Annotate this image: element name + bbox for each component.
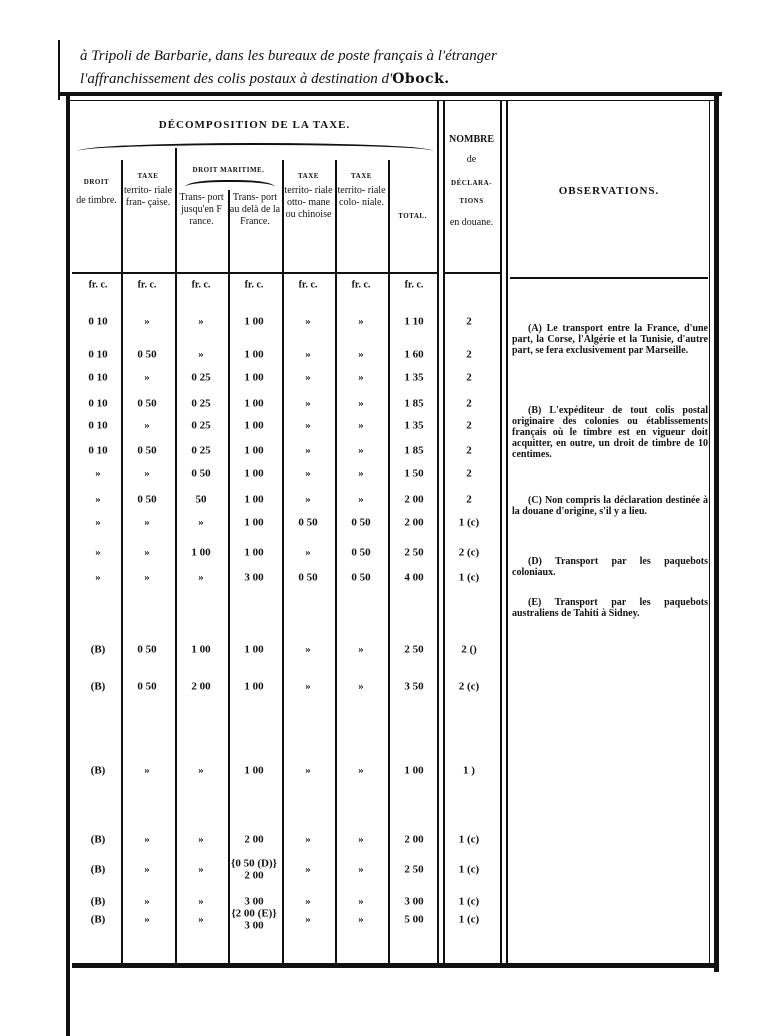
table-cell: » — [95, 571, 101, 584]
nombre-top: NOMBRE — [449, 134, 494, 145]
table-cell: (B) — [90, 863, 106, 876]
table-cell: 0 25 — [191, 371, 211, 384]
table-cell: 5 00 — [404, 913, 424, 926]
column-header-top: TAXE — [137, 172, 159, 180]
observation-note: (A) Le transport entre la France, d'une part, la Corse, l'Algérie et la Tunisie, d'autre part, se fera exclusivement par Marseille. — [512, 323, 708, 356]
table-cell: 1 00 — [191, 643, 211, 656]
observation-note: (C) Non compris la déclaration destinée à la douane d'origine, s'il y a lieu. — [512, 495, 708, 517]
table-cell: » — [198, 315, 204, 328]
table-cell: 2 50 — [404, 643, 424, 656]
table-cell: » — [305, 371, 311, 384]
table-cell: 2 — [466, 419, 472, 432]
column-header — [228, 192, 282, 228]
observation-note: (E) Transport par les paquebots australiens de Tahiti à Sidney. — [512, 597, 708, 619]
table-cell: 2 00 — [191, 680, 211, 693]
table-cell: » — [305, 467, 311, 480]
column-header — [388, 210, 437, 222]
right-border — [714, 92, 719, 972]
table-cell: (B) — [90, 913, 106, 926]
table-cell: 1 00 — [244, 371, 264, 384]
table-cell: 0 25 — [191, 419, 211, 432]
header-rule — [72, 272, 437, 274]
table-cell: » — [198, 764, 204, 777]
table-cell: » — [358, 895, 364, 908]
table-cell: 1 (c) — [458, 895, 480, 908]
column-header-top: TAXE — [351, 172, 372, 180]
table-cell: 1 (c) — [458, 833, 480, 846]
table-cell-second-line: 2 00 — [244, 869, 264, 882]
table-cell: 2 — [466, 397, 472, 410]
table-cell: 0 25 — [191, 397, 211, 410]
table-cell: 2 00 — [404, 833, 424, 846]
table-cell: 1 10 — [404, 315, 424, 328]
table-cell: (B) — [90, 764, 106, 777]
table-cell: 2 (c) — [458, 546, 480, 559]
table-cell: » — [144, 571, 150, 584]
column-header — [175, 192, 228, 228]
table-cell: 0 50 — [298, 571, 318, 584]
table-cell: 1 00 — [244, 315, 264, 328]
table-cell: 1 35 — [404, 419, 424, 432]
table-cell: » — [144, 315, 150, 328]
table-cell: 3 00 — [244, 895, 264, 908]
table-cell: 1 (c) — [458, 516, 480, 529]
table-cell: 1 00 — [244, 643, 264, 656]
table-cell: {2 00 (E)} — [231, 907, 277, 920]
table-cell: » — [305, 680, 311, 693]
table-cell: 0 25 — [191, 444, 211, 457]
table-cell: {0 50 (D)} — [231, 857, 277, 870]
table-cell: 0 50 — [137, 348, 157, 361]
column-header-text: territo- riale otto- mane ou chinoise — [284, 185, 333, 220]
table-cell: » — [198, 348, 204, 361]
column-header — [121, 170, 175, 209]
table-cell: » — [144, 764, 150, 777]
table-cell: » — [305, 419, 311, 432]
unit-label: fr. c. — [351, 279, 371, 291]
table-cell: 2 50 — [404, 863, 424, 876]
table-cell: 0 50 — [137, 444, 157, 457]
column-header-text: territo- riale fran- çaise. — [123, 185, 173, 208]
unit-label: fr. c. — [88, 279, 108, 291]
table-cell: 1 (c) — [458, 571, 480, 584]
caption-text: l'affranchissement des colis postaux à destination d' — [80, 71, 393, 87]
table-cell: » — [305, 397, 311, 410]
table-cell: » — [305, 348, 311, 361]
table-cell: » — [95, 493, 101, 506]
header-rule-nombre — [443, 272, 500, 274]
table-cell: (B) — [90, 643, 106, 656]
table-cell: 1 00 — [244, 444, 264, 457]
table-cell: » — [358, 444, 364, 457]
table-cell: » — [358, 419, 364, 432]
table-cell: 0 50 — [351, 571, 371, 584]
table-cell: 1 85 — [404, 397, 424, 410]
table-cell: 2 00 — [404, 493, 424, 506]
table-cell: » — [95, 546, 101, 559]
table-cell: (B) — [90, 895, 106, 908]
table-cell: 1 60 — [404, 348, 424, 361]
table-cell: 1 00 — [191, 546, 211, 559]
decomposition-heading: DÉCOMPOSITION DE LA TAXE. — [158, 119, 351, 131]
table-cell: 2 — [466, 467, 472, 480]
table-cell: 0 50 — [137, 397, 157, 410]
table-cell: » — [144, 833, 150, 846]
observation-note: (D) Transport par les paquebots coloniaux. — [512, 556, 708, 578]
table-cell: 1 00 — [244, 546, 264, 559]
table-cell: » — [305, 643, 311, 656]
caption-margin-line — [58, 40, 60, 100]
table-cell: » — [358, 863, 364, 876]
table-cell: » — [305, 913, 311, 926]
table-cell: 3 00 — [404, 895, 424, 908]
table-cell: 3 50 — [404, 680, 424, 693]
table-cell: 0 10 — [88, 419, 108, 432]
unit-label: fr. c. — [191, 279, 211, 291]
table-cell: 1 00 — [244, 680, 264, 693]
caption-line-2 — [80, 71, 450, 88]
table-cell: » — [358, 913, 364, 926]
table-cell: 1 00 — [244, 516, 264, 529]
column-header-text: Trans- port au delà de la France. — [229, 192, 281, 227]
unit-label: fr. c. — [244, 279, 264, 291]
header-rule-obs — [510, 277, 708, 279]
table-cell: » — [198, 833, 204, 846]
table-cell: » — [144, 546, 150, 559]
column-header-text: territo- riale colo- niale. — [337, 185, 386, 208]
table-cell: » — [144, 419, 150, 432]
column-header — [72, 176, 121, 211]
table-cell: » — [305, 444, 311, 457]
table-cell: 0 50 — [351, 516, 371, 529]
table-cell: 2 00 — [404, 516, 424, 529]
table-cell: 0 50 — [351, 546, 371, 559]
table-cell: 2 () — [461, 643, 477, 656]
table-cell: 4 00 — [404, 571, 424, 584]
table-cell: » — [358, 493, 364, 506]
table-cell: » — [305, 546, 311, 559]
table-cell: » — [358, 348, 364, 361]
table-cell: 1 ) — [463, 764, 475, 777]
table-cell: 1 00 — [244, 467, 264, 480]
table-cell: 1 00 — [244, 764, 264, 777]
column-header-top: TAXE — [298, 172, 319, 180]
table-cell: » — [198, 895, 204, 908]
table-cell: 0 50 — [298, 516, 318, 529]
table-cell: » — [305, 315, 311, 328]
decomposition-brace — [78, 143, 433, 153]
table-cell: 50 — [195, 493, 207, 506]
table-cell: 1 (c) — [458, 863, 480, 876]
table-cell: 0 10 — [88, 444, 108, 457]
table-cell: » — [144, 516, 150, 529]
table-cell: » — [95, 467, 101, 480]
table-cell: » — [144, 467, 150, 480]
table-cell: 2 — [466, 315, 472, 328]
column-header — [282, 170, 335, 221]
table-cell: 1 00 — [244, 493, 264, 506]
column-header-text: Trans- port jusqu'en F rance. — [179, 192, 224, 227]
table-cell: 0 50 — [191, 467, 211, 480]
table-cell: » — [95, 516, 101, 529]
table-cell: 0 50 — [137, 493, 157, 506]
table-cell: » — [305, 833, 311, 846]
nombre-sc: DÉCLARA- TIONS — [451, 179, 492, 205]
table-cell: » — [144, 895, 150, 908]
column-header-top: TOTAL. — [398, 212, 427, 220]
table-cell: 1 00 — [244, 419, 264, 432]
column-divider — [506, 100, 508, 965]
unit-label: fr. c. — [137, 279, 157, 291]
table-cell: » — [198, 863, 204, 876]
caption-place: Obock. — [392, 71, 450, 87]
table-cell-second-line: 3 00 — [244, 919, 264, 932]
nombre-heading — [443, 134, 500, 232]
table-cell: » — [305, 863, 311, 876]
table-cell: 1 85 — [404, 444, 424, 457]
table-cell: » — [198, 516, 204, 529]
table-cell: 2 — [466, 493, 472, 506]
table-cell: » — [358, 371, 364, 384]
table-cell: 2 — [466, 348, 472, 361]
table-cell: » — [358, 680, 364, 693]
table-cell: 0 10 — [88, 397, 108, 410]
table-cell: » — [358, 643, 364, 656]
table-cell: » — [358, 764, 364, 777]
table-cell: 3 00 — [244, 571, 264, 584]
caption-line-1: à Tripoli de Barbarie, dans les bureaux de poste français à l'étranger — [80, 48, 497, 64]
table-cell: » — [198, 571, 204, 584]
table-cell: 2 — [466, 444, 472, 457]
table-cell: 0 10 — [88, 371, 108, 384]
table-cell: 2 — [466, 371, 472, 384]
bottom-border — [72, 963, 719, 968]
table-cell: 1 00 — [244, 397, 264, 410]
nombre-rest: en douane. — [449, 217, 494, 228]
table-cell: » — [198, 913, 204, 926]
table-cell: 1 35 — [404, 371, 424, 384]
table-cell: » — [305, 764, 311, 777]
column-header — [335, 170, 388, 209]
table-cell: » — [358, 833, 364, 846]
column-divider — [500, 100, 502, 965]
table-cell: 1 50 — [404, 467, 424, 480]
table-cell: (B) — [90, 680, 106, 693]
top-inner-border — [68, 100, 718, 101]
top-border — [58, 92, 722, 96]
table-cell: 0 10 — [88, 348, 108, 361]
table-cell: » — [305, 493, 311, 506]
table-cell: 0 50 — [137, 680, 157, 693]
table-cell: 1 00 — [244, 348, 264, 361]
table-cell: (B) — [90, 833, 106, 846]
table-cell: 2 00 — [244, 833, 264, 846]
table-cell: » — [144, 863, 150, 876]
table-cell: » — [144, 371, 150, 384]
table-cell: 0 10 — [88, 315, 108, 328]
table-cell: 2 50 — [404, 546, 424, 559]
unit-label: fr. c. — [404, 279, 424, 291]
right-inner-border — [709, 100, 710, 965]
observation-note: (B) L'expéditeur de tout colis postal originaire des colonies ou établissements français où le timbre est en vigueur doit acquitter, en outre, un droit de timbre de 10 centimes. — [512, 405, 708, 460]
column-header-top: DROIT — [83, 178, 110, 186]
column-header-text: de timbre. — [76, 195, 117, 206]
table-cell: » — [144, 913, 150, 926]
observations-heading: OBSERVATIONS. — [558, 185, 660, 197]
table-cell: 1 00 — [404, 764, 424, 777]
table-cell: 1 (c) — [458, 913, 480, 926]
left-border — [66, 92, 70, 1036]
nombre-mid: de — [466, 154, 477, 165]
table-cell: » — [358, 397, 364, 410]
droit-maritime-heading: DROIT MARITIME. — [192, 166, 265, 174]
table-cell: 2 (c) — [458, 680, 480, 693]
table-cell: » — [358, 467, 364, 480]
table-cell: 0 50 — [137, 643, 157, 656]
table-cell: » — [305, 895, 311, 908]
table-cell: » — [358, 315, 364, 328]
maritime-brace — [185, 180, 275, 187]
unit-label: fr. c. — [298, 279, 318, 291]
